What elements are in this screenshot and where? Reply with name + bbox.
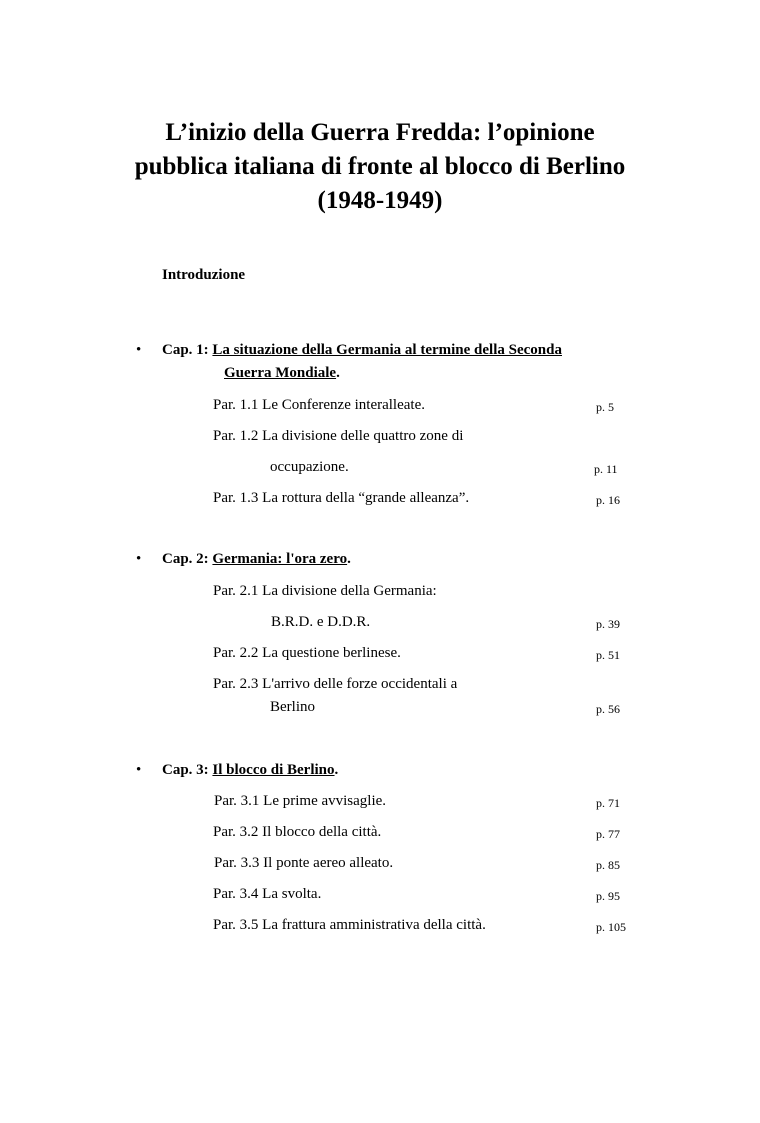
chapter-title: La situazione della Germania al termine della Seconda: [212, 342, 562, 358]
chapter-title: Il blocco di Berlino: [212, 762, 335, 778]
chapter-heading: [162, 342, 562, 359]
chapter-title-period: .: [347, 551, 351, 567]
toc-entry: Par. 3.1 Le prime avvisaglie.: [214, 793, 387, 809]
chapter-heading-continuation: [224, 365, 340, 382]
toc-entry: Par. 3.3 Il ponte aereo alleato.: [214, 855, 394, 871]
chapter-title-period: .: [336, 365, 340, 381]
toc-entry-continuation: Berlino: [270, 699, 315, 715]
chapter-prefix: Cap. 3:: [162, 762, 209, 778]
introduction-heading: Introduzione: [162, 267, 246, 283]
toc-entry: Par. 2.1 La divisione della Germania:: [213, 583, 437, 599]
page-number: p. 77: [596, 827, 620, 841]
title-line-2: pubblica italiana di fronte al blocco di Berlino: [134, 153, 626, 180]
page-number: p. 71: [596, 796, 620, 810]
toc-entry: Par. 3.4 La svolta.: [213, 886, 322, 902]
toc-entry: Par. 2.3 L'arrivo delle forze occidentali a: [213, 676, 458, 692]
chapter-title: Germania: l'ora zero: [212, 551, 348, 567]
page-number: p. 39: [596, 617, 620, 631]
toc-entry: Par. 3.5 La frattura amministrativa della città.: [213, 917, 486, 933]
title-line-1: L’inizio della Guerra Fredda: l’opinione: [165, 119, 595, 146]
page-number: p. 85: [596, 858, 620, 872]
chapter-title-period: .: [334, 762, 339, 778]
document-title: [80, 116, 680, 218]
chapter-prefix: Cap. 1:: [162, 342, 209, 358]
page-number: p. 11: [594, 462, 618, 476]
chapter-title-continued: Guerra Mondiale: [224, 365, 337, 381]
toc-entry-continuation: B.R.D. e D.D.R.: [271, 614, 371, 630]
toc-entry-continuation: occupazione.: [270, 459, 349, 475]
page-number: p. 16: [596, 493, 620, 507]
bullet-icon: •: [136, 342, 142, 358]
page-number: p. 56: [596, 702, 620, 716]
bullet-icon: •: [136, 551, 142, 567]
toc-entry: Par. 1.2 La divisione delle quattro zone di: [213, 428, 464, 444]
title-line-3: (1948-1949): [317, 187, 443, 214]
page-number: p. 51: [596, 648, 620, 662]
toc-entry: Par. 1.1 Le Conferenze interalleate.: [213, 397, 425, 413]
toc-entry: Par. 1.3 La rottura della “grande alleanza”.: [213, 490, 470, 506]
page-number: p. 95: [596, 889, 620, 903]
toc-entry: Par. 2.2 La questione berlinese.: [213, 645, 401, 661]
bullet-icon: •: [136, 762, 142, 778]
chapter-prefix: Cap. 2:: [162, 551, 209, 567]
toc-entry: Par. 3.2 Il blocco della città.: [213, 824, 382, 840]
page-number: p. 5: [596, 400, 614, 414]
page-number: p. 105: [596, 920, 626, 934]
chapter-heading: [162, 551, 351, 568]
chapter-heading: [162, 762, 338, 779]
